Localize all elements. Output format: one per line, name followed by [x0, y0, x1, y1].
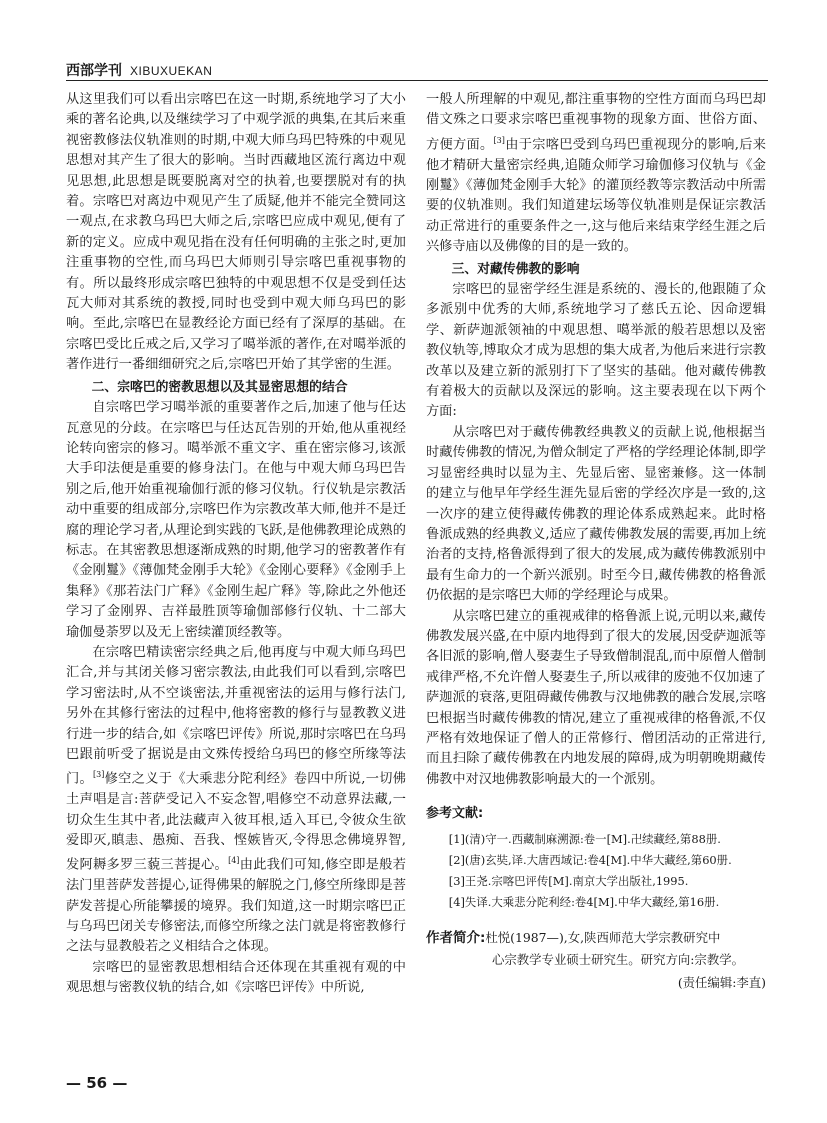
author-label: 作者简介:	[426, 929, 486, 946]
references	[426, 804, 766, 912]
author-line-1: 杜悦(1987—),女,陕西师范大学宗教研究中	[485, 929, 721, 945]
references-title: 参考文献:	[426, 806, 484, 822]
journal-title: 西部学刊	[66, 63, 122, 79]
reference-item: [3]王尧.宗喀巴评传[M].南京大学出版社,1995.	[448, 873, 689, 888]
citation: [3]	[493, 135, 505, 145]
header-rule	[66, 80, 768, 81]
text-run: 在宗喀巴精读密宗经典之后,他再度与中观大师乌玛巴汇合,并与其闭关修习密宗教法,由此我们可以看到,宗喀巴学习密法时,从不空谈密法,并重视密法的运用与修行法门,另外在其修行密法的过程中,他将密教的修行与显教教义进行进一步的结合,如《宗喀巴评传》所说,那时宗喀巴在乌玛巴跟前听受了据说是由文殊传授给乌玛巴的修空所缘等法门。	[66, 644, 406, 787]
paragraph: 从这里我们可以看出宗喀巴在这一时期,系统地学习了大小乘的著名论典,以及继续学习了中观学派的典集,在其后来重视密教修法仪轨准则的时期,中观大师乌玛巴特殊的中观见思想对其产生了很大的影响。当时西藏地区流行离边中观见思想,此思想是既要脱离对空的执着,也要摆脱对有的执着。宗喀巴对离边中观见产生了质疑,他并不能完全赞同这一观点,在求教乌玛巴大师之后,宗喀巴应成中观见,便有了新的定义。应成中观见指在没有任何明确的主张之时,更加注重事物的空性,而乌玛巴大师则引导宗喀巴重视事物的有。所以最终形成宗喀巴独特的中观思想不仅是受到任达瓦大师对其系统的教授,同时也受到中观大师乌玛巴的影响。至此,宗喀巴在显教经论方面已经有了深厚的基础。在宗喀巴受比丘戒之后,又学习了噶举派的著作,在对噶举派的著作进行一番细细研究之后,宗喀巴开始了其学密的生涯。	[66, 92, 406, 373]
text-run: 一般人所理解的中观见,都注重事物的空性方面而乌玛巴却借文殊之口要求宗喀巴重视事物的现象方面、世俗方面、方便方面。	[426, 92, 766, 153]
journal-pinyin: XIBUXUEKAN	[130, 64, 213, 78]
paragraph	[66, 643, 406, 958]
paragraph: 宗喀巴的显密教思想相结合还体现在其重视有观的中观思想与密教仪轨的结合,如《宗喀巴评传》中所说,	[66, 959, 406, 996]
paragraph: 自宗喀巴学习噶举派的重要著作之后,加速了他与任达瓦意见的分歧。在宗喀巴与任达瓦告别的开始,他从重视经论转向密宗的修习。噶举派不重文字、重在密宗修习,该派大手印法便是重要的修身法门。在他与中观大师乌玛巴告别之后,他开始重视瑜伽行派的修习仪轨。行仪轨是宗教活动中重要的组成部分,宗喀巴作为宗教改革大师,他并不是迁腐的理论学习者,从理论到实践的飞跃,是他佛教理论成熟的标志。在其密教思想逐渐成熟的时期,他学习的密教著作有《金刚鬘》《薄伽梵金刚手大轮》《金刚心要释》《金刚手上集释》《那若法门广释》《金刚生起广释》等,除此之外他还学习了金刚界、吉祥最胜顶等瑜伽部修行仪轨、十二部大瑜伽曼荼罗以及无上密续灌顶经教等。	[66, 400, 406, 640]
paragraph	[426, 90, 766, 258]
citation: [3]	[93, 770, 105, 780]
running-header	[66, 60, 766, 82]
text-run: 由此我们可知,修空即是般若法门里菩萨发菩提心,证得佛果的解脱之门,修空所缘即是菩萨发菩提心所能攀援的境界。我们知道,这一时期宗喀巴正与乌玛巴闭关专修密法,而修空所缘之法门就是将密教修行之法与显教般若之义相结合之体现。	[66, 857, 406, 955]
responsible-editor: (责任编辑:李直)	[677, 974, 766, 990]
right-column	[426, 90, 766, 993]
author-bio	[426, 927, 766, 971]
page-number: — 56 —	[66, 1074, 128, 1092]
paragraph: 宗喀巴的显密学经生涯是系统的、漫长的,他跟随了众多派别中优秀的大师,系统地学习了慈氏五论、因命逻辑学、新萨迦派领袖的中观思想、噶举派的般若思想以及密教仪轨等,博取众才成为思想的集大成者,为他后来进行宗教改革以及建立新的派别打下了坚实的基础。他对藏传佛教有着极大的贡献以及深远的影响。这主要表现在以下两个方面:	[426, 282, 766, 420]
author-line-2: 心宗教学专业硕士研究生。研究方向:宗教学。	[492, 951, 744, 967]
paragraph: 从宗喀巴对于藏传佛教经典教义的贡献上说,他根据当时藏传佛教的情况,为僧众制定了严格的学经理论体制,即学习显密经典时以显为主、先显后密、显密兼修。这一体制的建立与他早年学经生涯先显后密的学经次序是一致的,这一次序的建立使得藏传佛教的理论体系成熟起来。此时格鲁派成熟的经典教义,适应了藏传佛教发展的需要,再加上统治者的支持,格鲁派得到了很大的发展,成为藏传佛教派别中最有生命力的一个新兴派别。时至今日,藏传佛教的格鲁派仍依据的是宗喀巴大师的学经理论与成果。	[426, 424, 766, 604]
text-run: 修空之义于《大乘悲分陀利经》卷四中所说,一切佛土声唱是言:菩萨受记入不妄念智,唱修空不动意界法藏,一切众生生其中者,此法藏声入彼耳根,适入耳已,令彼众生欲爱即灭,瞋恚、愚痴、吾我、悭嫉皆灭,令得思念佛境界智,发阿耨多罗三藐三菩提心。	[66, 771, 406, 873]
text-run: 由于宗喀巴受到乌玛巴重视现分的影响,后来他才精研大量密宗经典,追随众师学习瑜伽修习仪轨与《金刚鬘》《薄伽梵金刚手大轮》的灌顶经教等宗教活动中所需要的仪轨准则。我们知道建坛场等仪轨准则是保证宗教活动正常进行的重要条件之一,这与他后来结束学经生涯之后兴修寺庙以及佛像的目的是一致的。	[426, 137, 766, 255]
left-column	[66, 90, 406, 999]
section-heading-3: 三、对藏传佛教的影响	[451, 261, 580, 277]
citation: [4]	[228, 856, 240, 866]
reference-item: [4]失译.大乘悲分陀利经:卷4[M].中华大藏经,第16册.	[448, 894, 720, 909]
reference-item: [1](清)守一.西藏制麻溯源:卷一[M].卍续藏经,第88册.	[448, 831, 721, 846]
section-heading-2: 二、宗喀巴的密教思想以及其显密思想的结合	[91, 379, 348, 395]
reference-item: [2](唐)玄奘,译.大唐西域记:卷4[M].中华大藏经,第60册.	[448, 852, 732, 867]
paragraph: 从宗喀巴建立的重视戒律的格鲁派上说,元明以来,藏传佛教发展兴盛,在中原内地得到了很大的发展,因受萨迦派等各旧派的影响,僧人娶妻生子导致僧制混乱,而中原僧人僧制戒律严格,不允许僧人娶妻生子,所以戒律的废弛不仅加速了萨迦派的衰落,更阻碍藏传佛教与汉地佛教的融合发展,宗喀巴根据当时藏传佛教的情况,建立了重视戒律的格鲁派,不仅严格有效地保证了僧人的正常修行、僧团活动的正常进行,而且扫除了藏传佛教在内地发展的障碍,成为明朝晚期藏传佛教中对汉地佛教影响最大的一个派别。	[426, 608, 766, 787]
